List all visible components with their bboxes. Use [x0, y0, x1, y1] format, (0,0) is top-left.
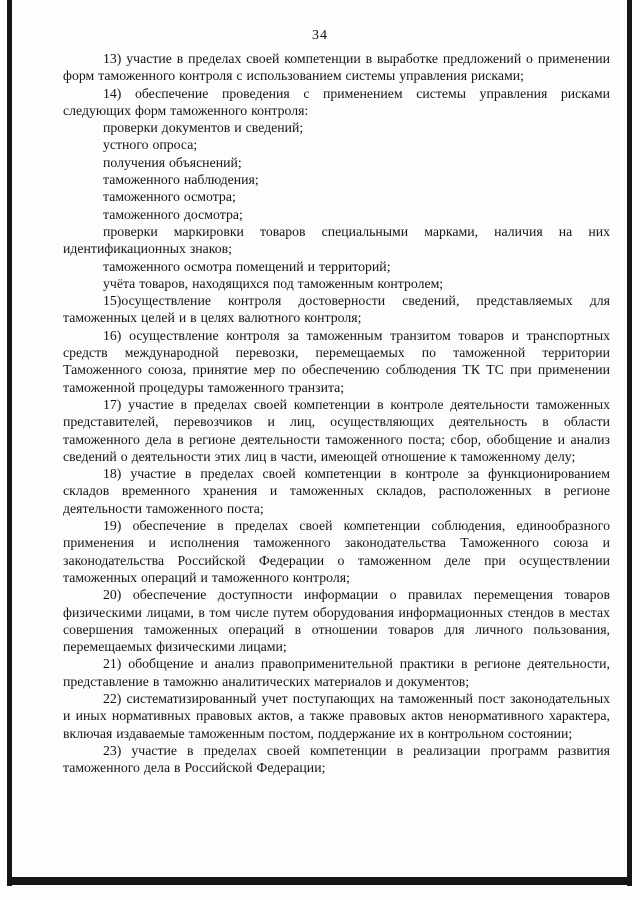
paragraph: учёта товаров, находящихся под таможенным контролем;	[103, 275, 444, 291]
paragraph: проверки документов и сведений;	[103, 120, 304, 136]
paragraph: устного опроса;	[103, 137, 198, 153]
paragraph: 13) участие в пределах своей компетенции в выработке предложений о применении форм таможенного контроля с использованием системы управления рисками;	[63, 51, 610, 84]
page-border-bottom	[7, 877, 632, 885]
paragraph: 16) осуществление контроля за таможенным транзитом товаров и транспортных средств международной перевозки, перемещаемых по таможенной территории Таможенного союза, принятие мер по обеспечению соблюдения ТК ТС при применении таможенной процедуры таможенного транзита;	[63, 327, 610, 395]
page-number: 34	[312, 28, 328, 43]
paragraph: проверки маркировки товаров специальными марками, наличия на них идентификационных знаков;	[63, 223, 610, 257]
paragraph: 21) обобщение и анализ правоприменительной практики в регионе деятельности, представление в таможню аналитических материалов и документов;	[63, 656, 610, 689]
paragraph: получения объяснений;	[103, 154, 242, 170]
paragraph: 18) участие в пределах своей компетенции в контроле за функционированием складов временного хранения и таможенных складов, расположенных в регионе деятельности таможенного поста;	[63, 466, 610, 516]
page-border-left	[7, 0, 12, 886]
paragraph: 15)осуществление контроля достоверности сведений, представляемых для таможенных целей и в целях валютного контроля;	[63, 293, 610, 326]
paragraph: таможенного осмотра помещений и территорий;	[103, 258, 391, 274]
paragraph: 19) обеспечение в пределах своей компетенции соблюдения, единообразного применения и исполнения таможенного законодательства Таможенного союза и законодательства Российской Федерации о таможенном деле при осуществлении таможенных операций и таможенного контроля;	[63, 518, 610, 585]
paragraph: таможенного осмотра;	[103, 189, 236, 205]
paragraph: 22) систематизированный учет поступающих на таможенный пост законодательных и иных нормативных правовых актов, а также правовых актов ненормативного характера, включая издаваемые таможенным постом, поддержание их в контрольном состоянии;	[63, 690, 610, 741]
paragraph: таможенного наблюдения;	[103, 172, 259, 188]
paragraph: 23) участие в пределах своей компетенции в реализации программ развития таможенного дела в Российской Федерации;	[63, 742, 610, 776]
document-body	[63, 50, 610, 776]
page-border-right	[627, 0, 632, 886]
paragraph: 20) обеспечение доступности информации о правилах перемещения товаров физическими лицами, в том числе путем оборудования информационных стендов в местах совершения таможенных операций в отношении товаров для личного пользования, перемещаемых физическими лицами;	[63, 587, 610, 655]
paragraph: таможенного досмотра;	[103, 206, 243, 222]
paragraph: 17) участие в пределах своей компетенции в контроле деятельности таможенных представителей, перевозчиков и лиц, осуществляющих деятельность в области таможенного дела в регионе деятельности таможенного поста; сбор, обобщение и анализ сведений о деятельности этих лиц в части, имеющей отношение к таможенному делу;	[63, 396, 610, 464]
paragraph: 14) обеспечение проведения с применением системы управления рисками следующих форм таможенного контроля:	[63, 85, 610, 118]
